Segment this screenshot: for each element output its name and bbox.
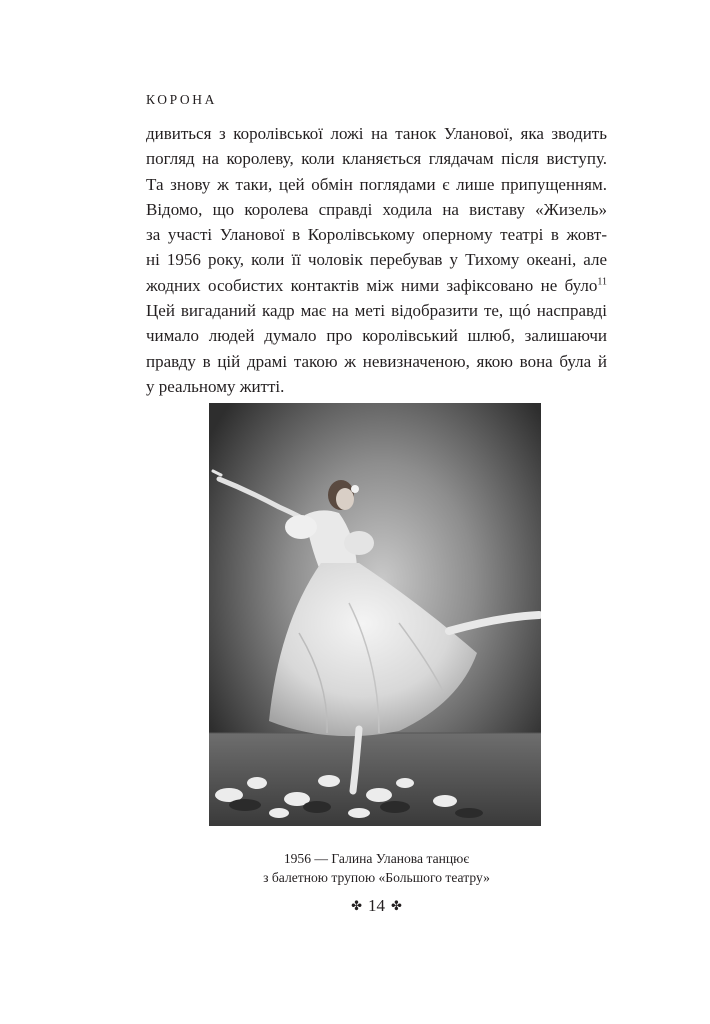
text-line: погляд на королеву, коли кланяється глядачам після виступу. bbox=[146, 149, 607, 169]
ornament-left-icon: ✤ bbox=[351, 898, 362, 914]
text-line-with-footnote bbox=[146, 273, 607, 298]
text-line: за участі Уланової в Королівському оперному театрі в жовт- bbox=[146, 225, 607, 245]
caption-line: з балетною трупою «Большого театру» bbox=[263, 870, 490, 885]
page-number: 14 bbox=[368, 896, 385, 915]
text-line: жодних особистих контактів між ними зафіксовано не було bbox=[146, 275, 598, 295]
ornament-right-icon: ✤ bbox=[391, 898, 402, 914]
text-line: чимало людей думало про королівський шлюб, залишаючи bbox=[146, 326, 607, 346]
text-line: Відомо, що королева справді ходила на виставу «Жизель» bbox=[146, 199, 607, 219]
text-line: правду в цій драмі такою ж невизначеною, якою вона була й bbox=[146, 351, 607, 371]
running-head: КОРОНА bbox=[146, 92, 217, 107]
footnote-reference: 11 bbox=[597, 276, 607, 288]
text-line: дивиться з королівської ложі на танок Уланової, яка зводить bbox=[146, 124, 607, 143]
ballerina-photo-image bbox=[209, 403, 541, 826]
figure-caption bbox=[146, 849, 607, 887]
text-line: Цей вигаданий кадр має на меті відобразити те, щó насправді bbox=[146, 301, 607, 321]
caption-line: 1956 — Галина Уланова танцює bbox=[283, 851, 470, 866]
text-line: Та знову ж таки, цей обмін поглядами є лише припущенням. bbox=[146, 174, 607, 194]
text-line: у реальному житті. bbox=[146, 376, 285, 396]
text-line: ні 1956 року, коли її чоловік перебував у Тихому океані, але bbox=[146, 250, 607, 270]
ballerina-photo bbox=[209, 403, 541, 826]
page-folio bbox=[146, 896, 607, 916]
body-paragraph bbox=[146, 121, 607, 399]
